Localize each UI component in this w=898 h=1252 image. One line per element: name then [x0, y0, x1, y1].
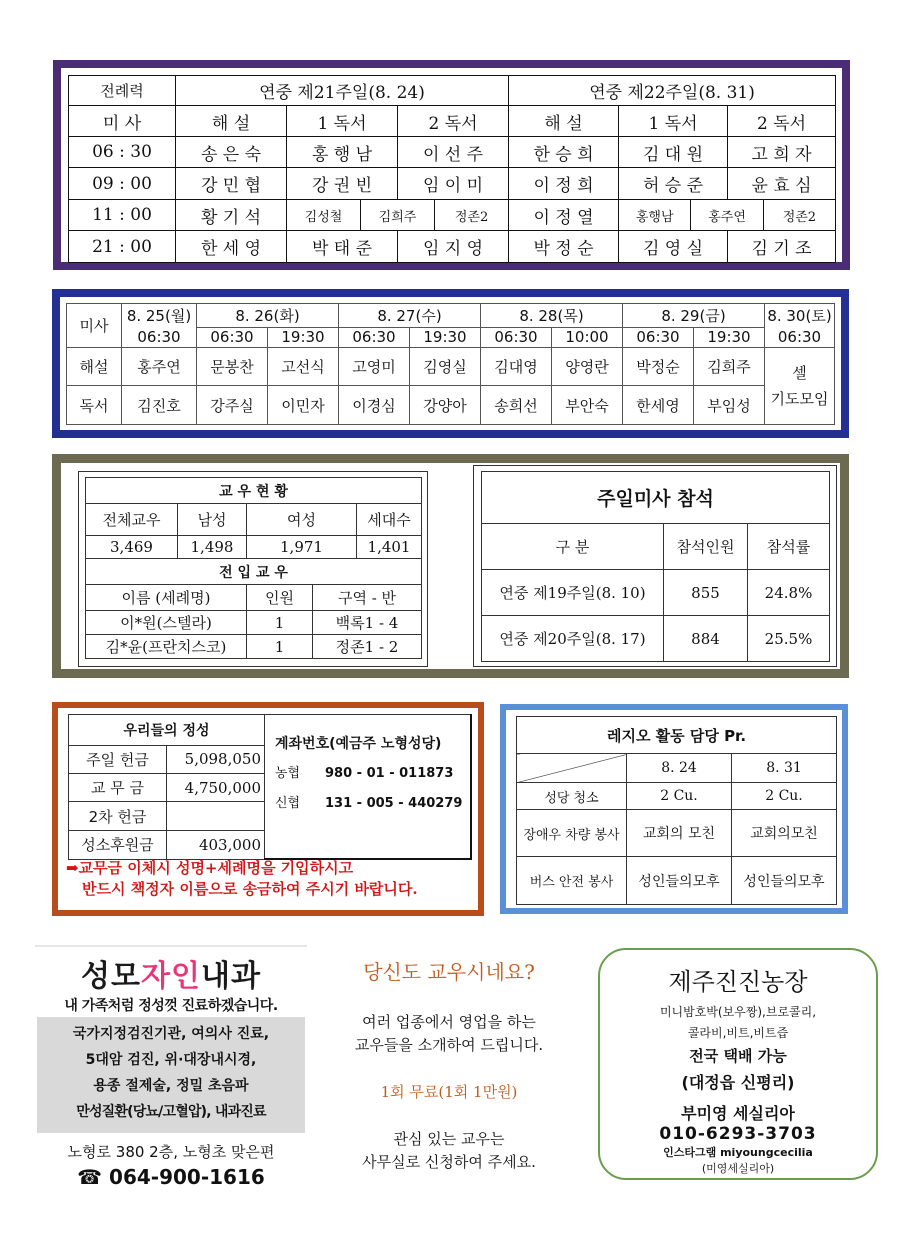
account-number: 980 - 01 - 011873 [325, 766, 454, 781]
transfer-header: 이름 (세례명) [86, 585, 247, 611]
notice-title: 당신도 교우시네요? [363, 960, 535, 984]
sunday-mass-roles-table [68, 75, 836, 263]
duty-assignee: 2 Cu. [627, 783, 732, 810]
clinic-slogan: 내 가족처럼 정성껏 진료하겠습니다. [64, 998, 278, 1014]
role-name: 박 태 준 [287, 231, 398, 263]
w2-reading1-header: 1 독서 [619, 106, 728, 136]
role-name: 한 세 영 [176, 231, 287, 263]
attendance-title: 주일미사 참석 [482, 472, 830, 524]
clinic-name-part2: 자인 [141, 959, 201, 994]
clinic-top-rule [35, 945, 307, 947]
role-name: 이 정 열 [509, 199, 619, 231]
reading-label: 독서 [67, 386, 122, 425]
bank-name: 농협 [275, 766, 301, 781]
attendance-rate: 24.8% [748, 570, 830, 616]
weekday-mass-roles-table [66, 303, 835, 425]
table-row [67, 347, 835, 386]
stat-value: 3,469 [86, 536, 178, 559]
clinic-ad [35, 945, 307, 1195]
role-name: 박 정 순 [509, 231, 619, 263]
reader-name: 부안숙 [552, 386, 623, 425]
commentator-name: 고선식 [268, 347, 339, 386]
mass-time: 06:30 [122, 327, 197, 347]
transfer-district: 백록1 - 4 [313, 611, 422, 635]
w2-commentary-header: 해 설 [509, 106, 619, 136]
attendance-header: 참석인원 [664, 524, 748, 570]
mass-time: 21 : 00 [69, 231, 176, 263]
clinic-address: 노형로 380 2층, 노형초 맞은편 [67, 1143, 275, 1161]
commentator-name: 박정순 [623, 347, 694, 386]
stat-value: 1,401 [357, 536, 422, 559]
duty-assignee: 성인들의모후 [627, 857, 732, 905]
reader-name: 강양아 [410, 386, 481, 425]
account-info [265, 715, 471, 860]
w1-reading2-header: 2 독서 [398, 106, 509, 136]
w2-reading2-header: 2 독서 [728, 106, 836, 136]
statistics-panel [52, 454, 849, 678]
table-row [517, 810, 837, 857]
clinic-service-line: 국가지정검진기관, 여의사 진료, [72, 1026, 270, 1042]
legio-date: 8. 31 [732, 754, 837, 783]
offering-label: 주일 헌금 [69, 745, 167, 773]
mass-time: 11 : 00 [69, 199, 176, 231]
attendance-rate: 25.5% [748, 616, 830, 662]
week2-title: 연중 제22주일(8. 31) [509, 76, 836, 106]
notice-line2: 반드시 책정자 이름으로 송금하여 주시기 바랍니다. [82, 880, 418, 898]
table-row [69, 231, 836, 263]
table-row [69, 136, 836, 168]
liturgical-calendar-label: 전례력 [69, 76, 176, 106]
split-readers-cell [287, 199, 509, 231]
stat-header: 남성 [178, 504, 247, 536]
farm-instagram: 인스타그램 miyoungcecilia [663, 1146, 813, 1159]
reader-name: 홍행남 [619, 200, 691, 231]
farm-phone: 010-6293-3703 [659, 1124, 817, 1144]
transfer-name: 김*윤(프란치스코) [86, 635, 247, 659]
account-number: 131 - 005 - 440279 [325, 796, 463, 811]
reader-name: 이경심 [339, 386, 410, 425]
offering-notice [66, 858, 476, 900]
role-name: 황 기 석 [176, 199, 287, 231]
offerings-panel [52, 702, 484, 916]
reader-name: 송희선 [481, 386, 552, 425]
stat-header: 여성 [247, 504, 357, 536]
commentator-name: 김영실 [410, 347, 481, 386]
duty-label: 버스 안전 봉사 [517, 857, 627, 905]
day-header: 8. 27(수) [339, 304, 481, 328]
sunday-attendance-table [481, 471, 830, 662]
saturday-note [765, 347, 835, 424]
mass-time: 19:30 [268, 327, 339, 347]
duty-assignee: 성인들의모후 [732, 857, 837, 905]
transfer-count: 1 [247, 611, 313, 635]
reader-name: 홍주연 [691, 200, 763, 231]
commentator-name: 김희주 [694, 347, 765, 386]
attendance-week: 연중 제19주일(8. 10) [482, 570, 664, 616]
notice-price: 1회 무료(1회 1만원) [380, 1083, 518, 1101]
table-row [482, 616, 830, 662]
diagonal-cell [517, 754, 627, 783]
offering-amount: 5,098,050 [167, 745, 265, 773]
role-name: 홍 행 남 [287, 136, 398, 168]
commentator-name: 문봉찬 [197, 347, 268, 386]
w1-reading1-header: 1 독서 [287, 106, 398, 136]
weekday-mass-roles-panel [52, 289, 849, 438]
offerings-title: 우리들의 정성 [69, 715, 265, 746]
role-name: 임 지 영 [398, 231, 509, 263]
attendance-week: 연중 제20주일(8. 17) [482, 616, 664, 662]
table-row [69, 199, 836, 231]
attendance-count: 855 [664, 570, 748, 616]
day-header: 8. 26(화) [197, 304, 339, 328]
clinic-service-line: 만성질환(당뇨/고혈압), 내과진료 [76, 1104, 266, 1120]
offering-amount: 403,000 [167, 830, 265, 859]
bank-name: 신협 [275, 796, 301, 811]
farm-products: 미니밤호박(보우짱),브로콜리, [659, 1005, 817, 1019]
reader-name: 김성철 [287, 200, 361, 231]
attendance-count: 884 [664, 616, 748, 662]
mass-time: 06:30 [339, 327, 410, 347]
transfer-count: 1 [247, 635, 313, 659]
farm-owner: 부미영 세실리아 [681, 1104, 795, 1123]
role-name: 이 선 주 [398, 136, 509, 168]
stat-header: 세대수 [357, 504, 422, 536]
legio-duty-table [516, 716, 837, 905]
clinic-phone: ☎ 064-900-1616 [77, 1165, 265, 1189]
offerings-table [68, 714, 472, 860]
role-name: 김 대 원 [619, 136, 728, 168]
table-row [482, 570, 830, 616]
mass-time: 19:30 [410, 327, 481, 347]
duty-assignee: 2 Cu. [732, 783, 837, 810]
table-row [86, 611, 422, 635]
farm-location: (대정읍 신평리) [681, 1073, 795, 1092]
role-name: 송 은 숙 [176, 136, 287, 168]
reader-name: 한세영 [623, 386, 694, 425]
sunday-mass-roles-panel [53, 60, 850, 270]
offering-label: 2차 헌금 [69, 802, 167, 830]
transfer-header: 구역 - 반 [313, 585, 422, 611]
notice-line1: ➡교무금 이체시 성명+세례명을 기입하시고 [66, 859, 354, 877]
transfer-district: 정존1 - 2 [313, 635, 422, 659]
stat-value: 1,971 [247, 536, 357, 559]
duty-assignee: 교회의 모친 [627, 810, 732, 857]
saturday-note-line2: 기도모임 [770, 389, 829, 408]
saturday-note-line1: 셀 [792, 363, 807, 382]
reader-name: 김진호 [122, 386, 197, 425]
role-name: 허 승 준 [619, 168, 728, 200]
mass-time: 06:30 [481, 327, 552, 347]
table-row [86, 635, 422, 659]
mass-column-header: 미 사 [69, 106, 176, 136]
transfer-title: 전 입 교 우 [86, 559, 422, 585]
commentator-name: 고영미 [339, 347, 410, 386]
farm-name: 제주진진농장 [668, 968, 808, 996]
day-header: 8. 28(목) [481, 304, 623, 328]
w1-commentary-header: 해 설 [176, 106, 287, 136]
clinic-name-part1: 성모 [81, 959, 142, 994]
clinic-services [37, 1017, 305, 1133]
attendance-header: 참석률 [748, 524, 830, 570]
stat-value: 1,498 [178, 536, 247, 559]
notice-line: 사무실로 신청하여 주세요. [362, 1153, 536, 1171]
reader-name: 이민자 [268, 386, 339, 425]
notice-line: 교우들을 소개하여 드립니다. [354, 1036, 544, 1054]
commentator-name: 홍주연 [122, 347, 197, 386]
role-name: 한 승 희 [509, 136, 619, 168]
split-readers-cell [619, 199, 836, 231]
offering-amount [167, 802, 265, 830]
reader-name: 김희주 [361, 200, 435, 231]
stat-header: 전체교우 [86, 504, 178, 536]
account-line [275, 759, 470, 789]
role-name: 김 영 실 [619, 231, 728, 263]
role-name: 강 권 빈 [287, 168, 398, 200]
parishioner-status-title: 교 우 현 황 [86, 478, 422, 504]
mass-time: 06:30 [765, 327, 835, 347]
transfer-name: 이*원(스텔라) [86, 611, 247, 635]
transfer-header: 인원 [247, 585, 313, 611]
clinic-service-line: 5대암 검진, 위·대장내시경, [85, 1052, 257, 1068]
day-header: 8. 25(월) [122, 304, 197, 328]
reader-name: 부임성 [694, 386, 765, 425]
table-row [67, 386, 835, 425]
attendance-header: 구 분 [482, 524, 664, 570]
role-name: 윤 효 심 [728, 168, 836, 200]
mass-time: 06 : 30 [69, 136, 176, 168]
farm-instagram-kr: (미영세실리아) [701, 1162, 775, 1175]
week1-title: 연중 제21주일(8. 24) [176, 76, 509, 106]
role-name: 김 기 조 [728, 231, 836, 263]
mass-label: 미사 [67, 304, 122, 348]
clinic-service-line: 용종 절제술, 정밀 초음파 [93, 1078, 249, 1094]
mass-time: 06:30 [197, 327, 268, 347]
offering-label: 성소후원금 [69, 830, 167, 859]
offering-label: 교 무 금 [69, 774, 167, 802]
table-row [517, 783, 837, 810]
day-header: 8. 29(금) [623, 304, 765, 328]
reader-name: 정존2 [454, 209, 489, 225]
duty-assignee: 교회의모친 [732, 810, 837, 857]
mass-time: 10:00 [552, 327, 623, 347]
mass-time: 19:30 [694, 327, 765, 347]
account-title: 계좌번호(예금주 노형성당) [275, 736, 442, 752]
commentator-name: 양영란 [552, 347, 623, 386]
commentator-name: 김대영 [481, 347, 552, 386]
farm-products: 콜라비,비트,비트즙 [687, 1026, 789, 1040]
farm-delivery: 전국 택배 가능 [689, 1047, 787, 1065]
offering-amount: 4,750,000 [167, 774, 265, 802]
role-name: 이 정 희 [509, 168, 619, 200]
duty-label: 성당 청소 [517, 783, 627, 810]
legio-title: 레지오 활동 담당 Pr. [517, 717, 837, 754]
mass-time: 06:30 [623, 327, 694, 347]
reader-name: 강주실 [197, 386, 268, 425]
parishioner-status-table [85, 477, 422, 659]
clinic-name-part3: 내과 [200, 959, 261, 994]
account-line [275, 789, 470, 819]
commentary-label: 해설 [67, 347, 122, 386]
reader-name: 정존2 [782, 209, 817, 225]
day-header: 8. 30(토) [765, 304, 835, 328]
duty-label: 장애우 차량 봉사 [517, 810, 627, 857]
legio-date: 8. 24 [627, 754, 732, 783]
clinic-name [35, 951, 307, 995]
role-name: 임 이 미 [398, 168, 509, 200]
farm-ad [598, 948, 878, 1180]
notice-line: 여러 업종에서 영업을 하는 [362, 1013, 536, 1031]
legio-panel [500, 704, 848, 914]
role-name: 고 희 자 [728, 136, 836, 168]
table-row [69, 168, 836, 200]
role-name: 강 민 협 [176, 168, 287, 200]
mass-time: 09 : 00 [69, 168, 176, 200]
notice-line: 관심 있는 교우는 [393, 1130, 505, 1148]
table-row [517, 857, 837, 905]
parishioner-business-notice [318, 950, 580, 1180]
